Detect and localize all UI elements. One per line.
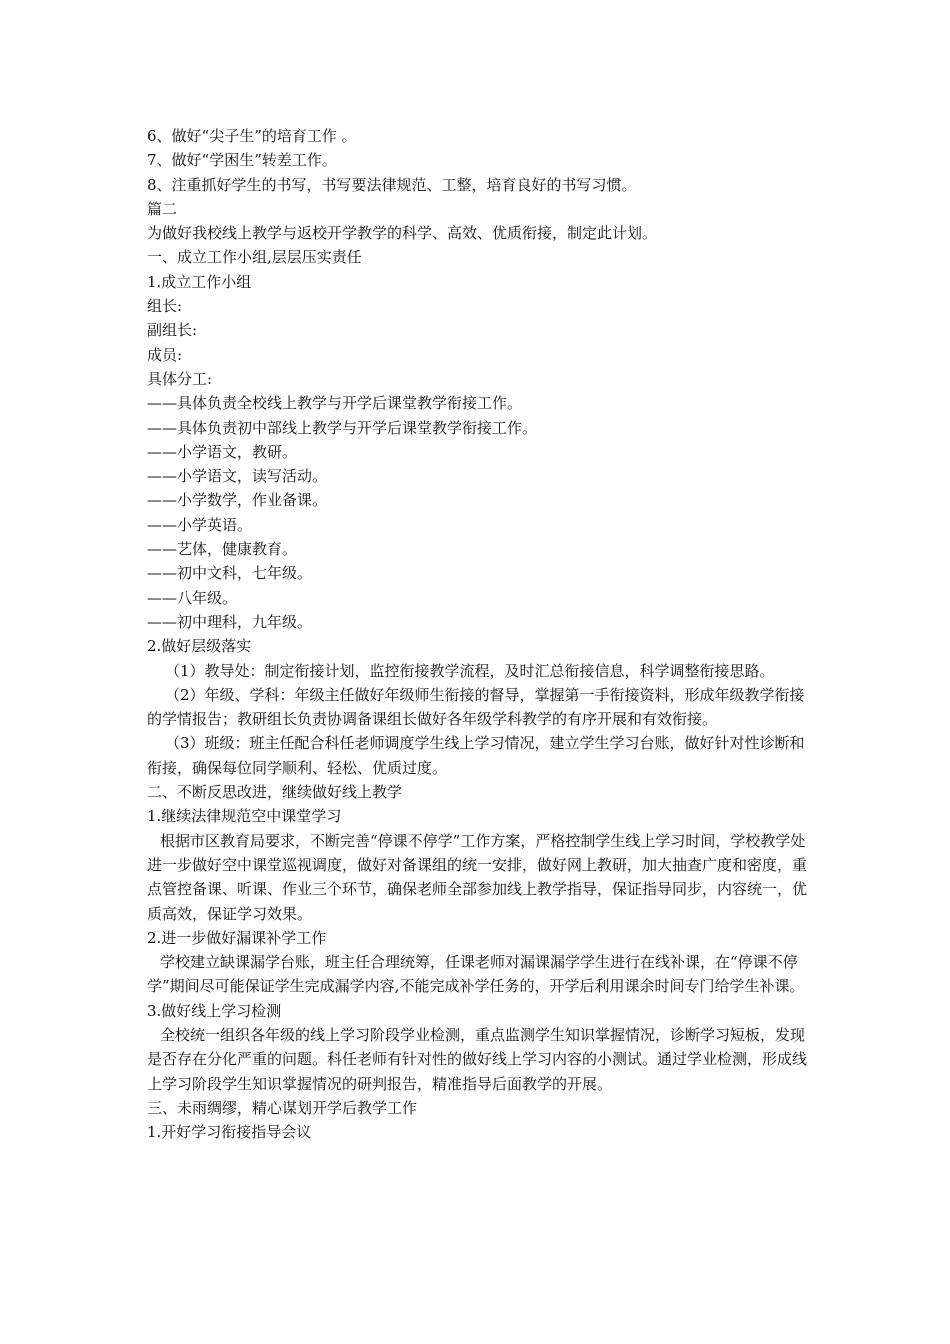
list-item: ——小学语文，教研。 <box>147 442 298 461</box>
paragraph: （3）班级：班主任配合科任老师调度学生线上学习情况，建立学生学习台账，做好针对性诊断和衔接，确保每位同学顺利、轻松、优质过度。 <box>147 734 805 777</box>
document-body <box>147 124 809 1144</box>
section-heading: 一、成立工作小组,层层压实责任 <box>147 248 362 267</box>
list-item: ——八年级。 <box>147 588 238 607</box>
list-item: ——小学英语。 <box>147 515 253 534</box>
subsection-heading: 2.进一步做好漏课补学工作 <box>147 928 327 947</box>
section-heading: 三、未雨绸缪，精心谋划开学后教学工作 <box>147 1098 418 1117</box>
list-item: ——小学语文，读写活动。 <box>147 467 328 486</box>
list-item: 成员: <box>147 345 183 364</box>
paragraph: 根据市区教育局要求，不断完善“停课不停学”工作方案，严格控制学生线上学习时间，学校教学处进一步做好空中课堂巡视调度，做好对备课组的统一安排，做好网上教研，加大抽查广度和密度，重点管控备课、听课、作业三个环节，确保老师全部参加线上教学指导，保证指导同步，内容统一，优质高效，保证学习效果。 <box>147 831 808 923</box>
list-item: 6、做好“尖子生”的培育工作 。 <box>147 127 357 145</box>
list-item: 8、注重抓好学生的书写，书写要法律规范、工整，培育良好的书写习惯。 <box>147 175 637 194</box>
subsection-heading: 2.做好层级落实 <box>147 637 252 656</box>
list-item: 组长: <box>147 297 183 316</box>
paragraph: （1）教导处：制定衔接计划，监控衔接教学流程，及时汇总衔接信息，科学调整衔接思路。 <box>165 661 775 680</box>
subsection-heading: 1.成立工作小组 <box>147 272 252 291</box>
list-item: ——小学数学，作业备课。 <box>147 491 328 510</box>
list-item: ——具体负责全校线上教学与开学后课堂教学衔接工作。 <box>147 394 523 413</box>
list-item: ——初中文科，七年级。 <box>147 564 313 583</box>
list-item: ——具体负责初中部线上教学与开学后课堂教学衔接工作。 <box>147 418 538 437</box>
paragraph: （2）年级、学科：年级主任做好年级师生衔接的督导，掌握第一手衔接资料，形成年级教学衔接的学情报告；教研组长负责协调备课组长做好各年级学科教学的有序开展和有效衔接。 <box>147 685 805 729</box>
paragraph: 全校统一组织各年级的线上学习阶段学业检测，重点监测学生知识掌握情况，诊断学习短板，发现是否存在分化严重的问题。科任老师有针对性的做好线上学习内容的小测试。通过学业检测，形成线上学习阶段学生知识掌握情况的研判报告，精准指导后面教学的开展。 <box>147 1025 808 1093</box>
subsection-heading: 3.做好线上学习检测 <box>147 1001 282 1020</box>
list-item: 7、做好“学困生”转差工作。 <box>147 151 337 170</box>
list-item: 副组长: <box>147 321 198 340</box>
list-item: ——艺体，健康教育。 <box>147 540 298 559</box>
subsection-heading: 1.继续法律规范空中课堂学习 <box>147 807 342 826</box>
section-heading: 二、不断反思改进，继续做好线上教学 <box>147 783 403 802</box>
list-item: 具体分工: <box>147 369 213 388</box>
paragraph: 为做好我校线上教学与返校开学教学的科学、高效、优质衔接，制定此计划。 <box>147 224 658 243</box>
list-item: ——初中理科，九年级。 <box>147 612 313 631</box>
paragraph: 学校建立缺课漏学台账，班主任合理统筹，任课老师对漏课漏学学生进行在线补课，在“停课不停学”期间尽可能保证学生完成漏学内容,不能完成补学任务的，开学后利用课余时间专门给学生补课。 <box>147 953 805 996</box>
section-heading: 篇二 <box>147 199 178 218</box>
subsection-heading: 1.开好学习衔接指导会议 <box>147 1123 312 1142</box>
